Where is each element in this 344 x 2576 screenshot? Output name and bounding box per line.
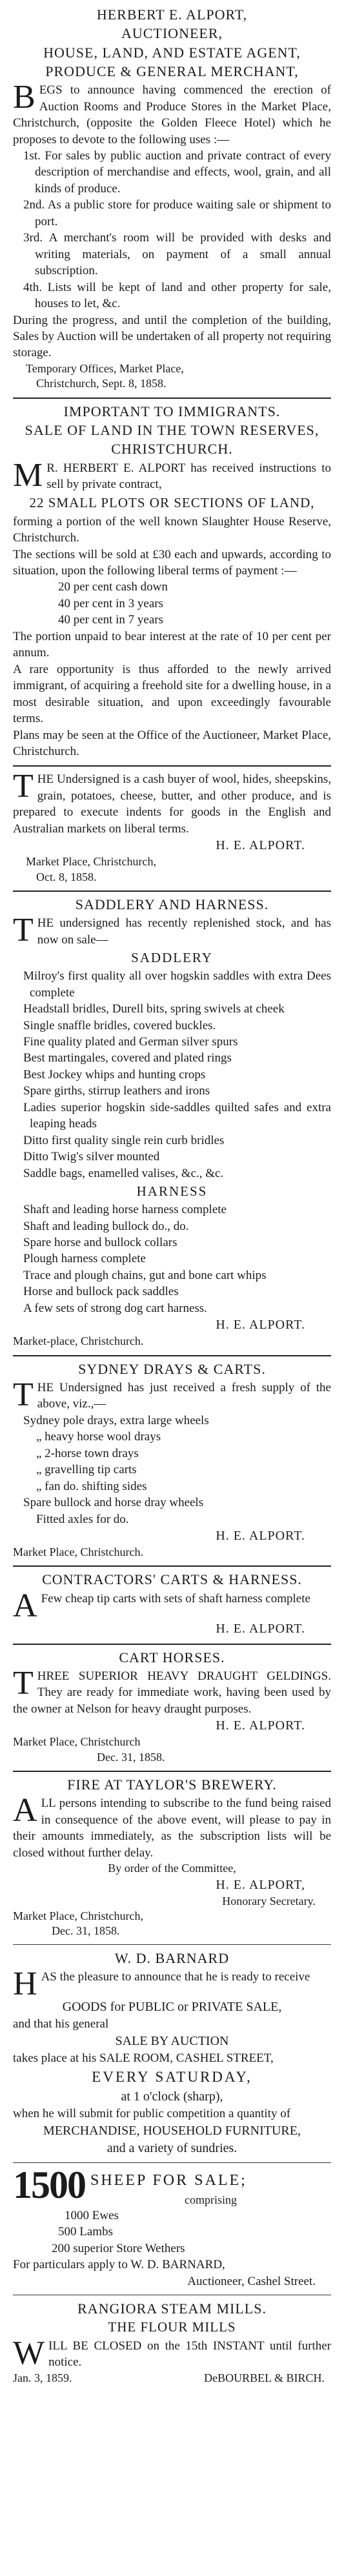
ad-address: Oct. 8, 1858.	[36, 870, 97, 883]
ad-address: Market Place, Christchurch.	[13, 1545, 143, 1559]
ad-signature: H. E. ALPORT.	[216, 1621, 305, 1636]
list-item: Fitted axles for do.	[36, 1512, 129, 1526]
list-item: Sydney pole drays, extra large wheels	[23, 1413, 209, 1427]
subheading-saddlery: SADDLERY	[131, 950, 213, 966]
list-item: Shaft and leading bullock do., do.	[23, 1219, 189, 1233]
rangiora-mills-ad	[13, 2300, 331, 2386]
ad-heading: CART HORSES.	[119, 1649, 225, 1665]
ad-signature: H. E. ALPORT.	[216, 1718, 305, 1733]
ad-closing: During the progress, and until the completion of the building, Sales by Auction will be undertaken of all property not requiring storage.	[13, 313, 331, 360]
ad-heading: SHEEP FOR SALE;	[90, 2171, 247, 2189]
divider	[13, 765, 331, 767]
ad-body: THREE SUPERIOR HEAVY DRAUGHT GELDINGS. They are ready for immediate work, having been used by the owner at Nelson for heavy draught purposes.	[13, 1665, 331, 1716]
ad-body: For particulars apply to W. D. BARNARD,	[13, 2258, 225, 2272]
sheep-sale-ad	[13, 2163, 331, 2289]
list-item: „ heavy horse wool drays	[36, 1430, 161, 1444]
ad-title: PRODUCE & GENERAL MERCHANT,	[45, 63, 299, 79]
sheep-item: 500 Lambs	[58, 2225, 113, 2239]
drop-cap: A	[13, 1587, 37, 1624]
immigrants-land-sale-ad	[13, 403, 331, 760]
ad-signature: H. E. ALPORT.	[216, 1318, 305, 1333]
ad-sub: comprising	[185, 2193, 237, 2206]
ad-heading: THE FLOUR MILLS	[108, 2319, 236, 2335]
list-item: Plough harness complete	[23, 1252, 146, 1266]
subheading-harness: HARNESS	[136, 1183, 208, 1200]
ad-address: Dec. 31, 1858.	[97, 1750, 165, 1764]
list-item: „ fan do. shifting sides	[36, 1479, 147, 1493]
ad-body: forming a portion of the well known Slaughter House Reserve, Christchurch.	[13, 514, 331, 545]
sale-line: SALE BY AUCTION	[115, 2033, 229, 2048]
drop-cap: M	[13, 456, 43, 494]
term-item: 40 per cent in 3 years	[58, 596, 164, 610]
list-item: „ 2-horse town drays	[36, 1446, 139, 1460]
drop-cap: T	[13, 1376, 34, 1413]
use-item: 3rd. A merchant's room will be provided with desks and writing materials, on payment of a small annual subscription.	[23, 231, 331, 278]
ad-intro: THE undersigned has recently replenished stock, and has now on sale—	[13, 912, 331, 949]
barnard-auction-ad	[13, 1950, 331, 2157]
list-item: Fine quality plated and German silver spurs	[23, 1035, 238, 1049]
ad-signature: DeBOURBEL & BIRCH.	[204, 2371, 325, 2384]
term-item: 40 per cent in 7 years	[58, 613, 164, 627]
saddlery-list	[13, 968, 331, 1182]
variety-line: and a variety of sundries.	[106, 2140, 238, 2155]
ad-address: Market-place, Christchurch.	[13, 1334, 144, 1348]
ad-address: Market Place, Christchurch,	[13, 1909, 143, 1923]
divider	[13, 397, 331, 399]
drop-cap: T	[13, 768, 34, 805]
divider	[13, 1771, 331, 1772]
drop-cap: T	[13, 912, 34, 949]
ad-address: Dec. 31, 1858.	[52, 1924, 120, 1938]
list-item: Milroy's first quality all over hogskin saddles with extra Dees complete	[23, 969, 331, 1000]
divider	[13, 1565, 331, 1567]
divider	[13, 1355, 331, 1356]
cart-horses-ad	[13, 1649, 331, 1765]
list-item: Horse and bullock pack saddles	[23, 1285, 179, 1299]
ad-intro: HAS the pleasure to announce that he is ready to receive	[13, 1966, 310, 2003]
ad-heading: CONTRACTORS' CARTS & HARNESS.	[42, 1571, 302, 1588]
divider	[13, 2162, 331, 2163]
ad-body: Auctioneer, Cashel Street.	[187, 2274, 316, 2288]
divider	[13, 891, 331, 892]
ad-title: AUCTIONEER,	[121, 25, 223, 42]
sheep-count: 1500	[13, 2163, 85, 2206]
ad-body: A rare opportunity is thus afforded to the newly arrived immigrant, of acquiring a freehold site for a dwelling house, in a most desirable situation, and upon exceedingly favourable terms.	[13, 662, 331, 726]
ad-heading: SALE OF LAND IN THE TOWN RESERVES,	[25, 421, 319, 438]
ad-terms: The sections will be sold at £30 each and upwards, according to situation, upon the following liberal terms of payment :—	[13, 547, 331, 578]
ad-heading: IMPORTANT TO IMMIGRANTS.	[63, 403, 281, 419]
sheep-item: 1000 Ewes	[65, 2208, 119, 2222]
ad-date: Jan. 3, 1859. DeBOURBEL & BIRCH.	[13, 2371, 331, 2386]
ad-heading: SADDLERY AND HARNESS.	[75, 896, 269, 912]
saddlery-harness-ad	[13, 896, 331, 1349]
cash-buyer-ad	[13, 768, 331, 885]
use-item: 4th. Lists will be kept of land and other property for sale, houses to let, &c.	[23, 280, 331, 311]
list-item: Ditto first quality single rein curb bridles	[23, 1133, 225, 1147]
ad-heading: RANGIORA STEAM MILLS.	[77, 2300, 267, 2317]
list-item: A few sets of strong dog cart harness.	[23, 1301, 207, 1315]
ad-body: and that his general	[13, 2017, 109, 2031]
ad-order: By order of the Committee,	[108, 1862, 236, 1875]
list-item: Single snaffle bridles, covered buckles.	[23, 1018, 216, 1032]
list-item: Shaft and leading horse harness complete	[23, 1203, 227, 1217]
list-item: Trace and plough chains, gut and bone cart whips	[23, 1268, 267, 1282]
list-item: Ditto Twig's silver mounted	[23, 1150, 160, 1164]
ad-body: ALL persons intending to subscribe to the fund being raised in consequence of the above event, will please to pay in their amounts immediately, as the subscription lists will be closed without further delay.	[13, 1792, 331, 1860]
ad-signature: H. E. ALPORT.	[216, 1529, 305, 1544]
ad-body: takes place at his SALE ROOM, CASHEL STREET,	[13, 2051, 274, 2065]
ad-heading: SYDNEY DRAYS & CARTS.	[78, 1360, 266, 1377]
ad-signature: H. E. ALPORT.	[216, 838, 305, 853]
list-item: Saddle bags, enamelled valises, &c., &c.	[23, 1166, 224, 1180]
use-item: 2nd. As a public store for produce waiting sale or shipment to port.	[23, 198, 331, 228]
contractors-carts-ad	[13, 1571, 331, 1637]
goods-line: GOODS for PUBLIC or PRIVATE SALE,	[62, 2000, 282, 2015]
merchandise-line: MERCHANDISE, HOUSEHOLD FURNITURE,	[43, 2123, 301, 2138]
ad-intro: BEGS to announce having commenced the erection of Auction Rooms and Produce Stores in the Market Place, Christchurch, (opposite the Golden Fleece Hotel) which he proposes to devote to the following uses :—	[13, 79, 331, 146]
drop-cap: W	[13, 2334, 45, 2371]
ad-address: Market Place, Christchurch,	[26, 855, 156, 869]
ad-address: Temporary Offices, Market Place,	[26, 361, 184, 375]
time-line: at 1 o'clock (sharp),	[121, 2089, 223, 2104]
list-item: Spare bullock and horse dray wheels	[23, 1496, 204, 1510]
ad-heading: W. D. BARNARD	[114, 1949, 230, 1966]
divider	[13, 1944, 331, 1945]
ad-body: THE Undersigned is a cash buyer of wool, hides, sheepskins, grain, potatoes, cheese, butter, and other produce, and is prepared to execute indents for goods in the English and Australian markets on liberal terms.	[13, 768, 331, 836]
sydney-drays-ad	[13, 1361, 331, 1560]
ad-intro: M R. HERBERT E. ALPORT has received instructions to sell by private contract,	[13, 456, 331, 494]
every-saturday: EVERY SATURDAY,	[92, 2069, 252, 2086]
term-item: 20 per cent cash down	[58, 580, 168, 594]
list-item: Spare horse and bullock collars	[23, 1236, 177, 1249]
drop-cap: A	[13, 1792, 37, 1829]
ad-body: A Few cheap tip carts with sets of shaft harness complete	[13, 1587, 310, 1624]
divider	[13, 1644, 331, 1645]
drays-list	[13, 1413, 331, 1527]
list-item: Ladies superior hogskin side-saddles quilted safes and extra leaping heads	[23, 1100, 331, 1131]
drop-cap: T	[13, 1665, 34, 1702]
alport-auctioneer-ad	[13, 6, 331, 392]
ad-intro: THE Undersigned has just received a fresh supply of the above, viz.,—	[13, 1376, 331, 1413]
drop-cap: B	[13, 79, 35, 116]
list-item: Best Jockey whips and hunting crops	[23, 1067, 206, 1082]
ad-signature: H. E. ALPORT,	[216, 1877, 305, 1892]
harness-list	[13, 1202, 331, 1316]
plots-heading: 22 SMALL PLOTS OR SECTIONS OF LAND,	[29, 495, 315, 511]
ad-address: Christchurch, Sept. 8, 1858.	[36, 377, 167, 390]
ad-body: when he will submit for public competition a quantity of	[13, 2107, 291, 2121]
sheep-headline	[13, 2163, 331, 2208]
ad-role: Honorary Secretary.	[222, 1894, 316, 1907]
drop-cap: H	[13, 1966, 37, 2003]
use-item: 1st. For sales by public auction and private contract of every description of merchandise and effects, wool, grain, and all kinds of produce.	[23, 149, 331, 196]
ad-body: Plans may be seen at the Office of the Auctioneer, Market Place, Christchurch.	[13, 728, 331, 758]
ad-address: Market Place, Christchurch	[13, 1735, 141, 1749]
sheep-item: 200 superior Store Wethers	[52, 2241, 185, 2255]
ad-title: HOUSE, LAND, AND ESTATE AGENT,	[43, 44, 301, 61]
brewery-fire-ad	[13, 1776, 331, 1939]
ad-heading: FIRE AT TAYLOR'S BREWERY.	[67, 1776, 277, 1793]
list-item: Headstall bridles, Durell bits, spring swivels at cheek	[23, 1002, 285, 1016]
ad-heading: CHRISTCHURCH.	[111, 441, 233, 458]
list-item: „ gravelling tip carts	[36, 1463, 137, 1477]
list-item: Best martingales, covered and plated rings	[23, 1051, 232, 1065]
list-item: Spare girths, stirrup leathers and irons	[23, 1084, 210, 1098]
ad-name: HERBERT E. ALPORT,	[96, 6, 248, 23]
ad-body: The portion unpaid to bear interest at the rate of 10 per cent per annum.	[13, 629, 331, 660]
ad-body: WILL BE CLOSED on the 15th INSTANT until further notice.	[13, 2334, 331, 2371]
newspaper-column	[13, 0, 331, 2386]
